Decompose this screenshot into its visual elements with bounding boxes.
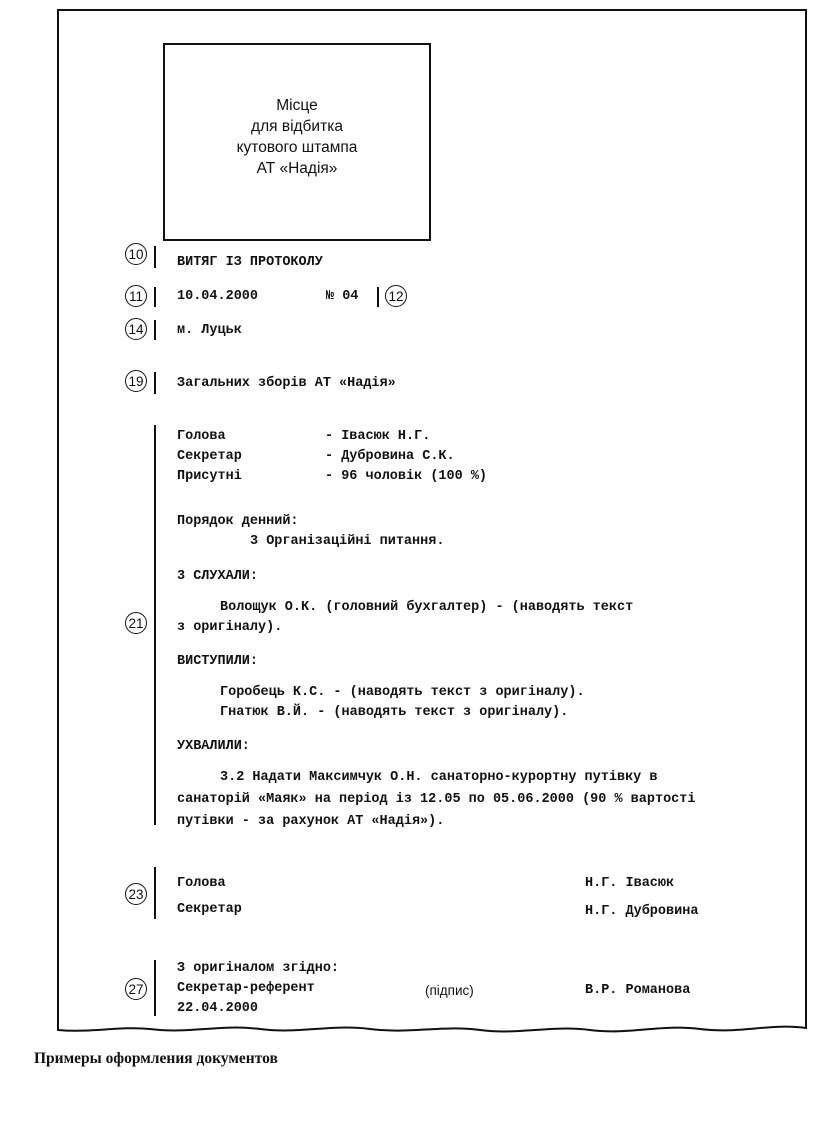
document-title: ВИТЯГ ІЗ ПРОТОКОЛУ [177,255,323,270]
requisite-bar [377,287,379,307]
heard-heading: 3 СЛУХАЛИ: [177,569,259,584]
requisite-marker: 19 [125,370,147,392]
requisite-marker: 27 [125,978,147,1000]
certification-name: В.Р. Романова [585,983,691,998]
stamp-line: кутового штампа [236,139,358,156]
resolved-text: путівки - за рахунок АТ «Надія»). [177,814,445,829]
requisite-bar [154,372,156,394]
stamp-line: АТ «Надія» [256,160,338,177]
requisite-marker: 10 [125,243,147,265]
secretary-label: Секретар [177,902,242,917]
requisite-bar [154,425,156,825]
role-value: - Дубровина С.К. [325,449,455,464]
role-label: Голова [177,429,226,444]
certification-heading: З оригіналом згідно: [177,961,340,976]
page-caption: Примеры оформления документов [34,1050,278,1067]
document-number: № 04 [326,289,359,304]
spoke-text: Горобець К.С. - (наводять текст з оригіналу). [220,685,585,700]
role-value: - 96 чоловік (100 %) [325,469,488,484]
stamp-placeholder-box [163,43,431,241]
meeting-title: Загальних зборів АТ «Надія» [177,376,396,391]
requisite-marker: 11 [125,285,147,307]
signature-placeholder: (підпис) [425,983,474,998]
role-value: - Івасюк Н.Г. [325,429,431,444]
stamp-line: для відбитка [251,118,343,135]
requisite-marker: 14 [125,318,147,340]
requisite-bar [154,960,156,1016]
agenda-item: 3 Організаційні питання. [250,534,445,549]
requisite-marker: 21 [125,612,147,634]
document-place: м. Луцьк [177,323,242,338]
certification-position: Секретар-референт [177,981,315,996]
requisite-bar [154,320,156,340]
requisite-bar [154,246,156,268]
role-label: Секретар [177,449,242,464]
chair-name: Н.Г. Івасюк [585,876,675,891]
chair-label: Голова [177,876,226,891]
secretary-name: Н.Г. Дубровина [585,904,699,919]
document-date: 10.04.2000 [177,289,259,304]
spoke-text: Гнатюк В.Й. - (наводять текст з оригіналу). [220,705,569,720]
heard-text: Волощук О.К. (головний бухгалтер) - (наводять текст [220,600,634,615]
requisite-bar [154,867,156,919]
agenda-heading: Порядок денний: [177,514,299,529]
requisite-marker: 23 [125,883,147,905]
certification-date: 22.04.2000 [177,1001,259,1016]
heard-text: з оригіналу). [177,620,283,635]
resolved-heading: УХВАЛИЛИ: [177,739,250,754]
role-label: Присутні [177,469,242,484]
stamp-line: Місце [276,97,318,114]
resolved-text: санаторій «Маяк» на період із 12.05 по 05.06.2000 (90 % вартості [177,792,696,807]
resolved-text: 3.2 Надати Максимчук О.Н. санаторно-курортну путівку в [220,770,658,785]
requisite-bar [154,287,156,307]
spoke-heading: ВИСТУПИЛИ: [177,654,259,669]
requisite-marker: 12 [385,285,407,307]
